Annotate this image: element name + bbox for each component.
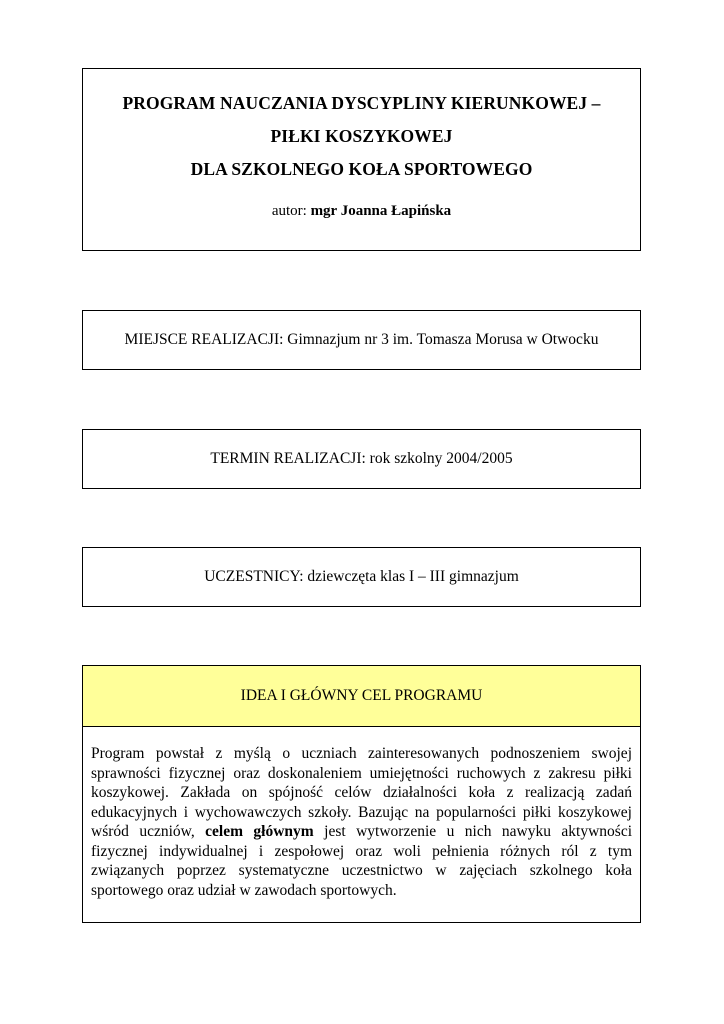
idea-header bbox=[83, 666, 640, 727]
idea-text-before: Program powstał z myślą o uczniach zainteresowanych podnoszeniem swojej sprawności fizycznej oraz doskonaleniem umiejętności ruchowych z zakresu piłki koszykowej. Zakłada on spójność celów działalności koła z realizacją zadań edukacyjnych i wychowawczych szkoły. Bazując na popularności piłki koszykowej wśród uczniów, bbox=[91, 745, 632, 840]
term-text: TERMIN REALIZACJI: rok szkolny 2004/2005 bbox=[210, 450, 513, 467]
idea-box bbox=[82, 665, 641, 923]
program-title bbox=[83, 69, 640, 186]
author-label: autor: bbox=[271, 203, 307, 219]
idea-header-text: IDEA I GŁÓWNY CEL PROGRAMU bbox=[240, 687, 483, 704]
author-line bbox=[83, 203, 640, 220]
term-box bbox=[82, 429, 641, 489]
participants-text: UCZESTNICY: dziewczęta klas I – III gimnazjum bbox=[204, 568, 519, 585]
participants-box bbox=[82, 547, 641, 607]
title-box bbox=[82, 68, 641, 251]
place-box bbox=[82, 310, 641, 370]
idea-text-bold: celem głównym bbox=[205, 823, 314, 840]
title-line-1: PROGRAM NAUCZANIA DYSCYPLINY KIERUNKOWEJ – bbox=[122, 93, 601, 113]
idea-text-after: jest wytworzenie u nich nawyku aktywności fizycznej indywidualnej i zespołowej oraz woli pełnienia różnych ról z tym związanych poprzez systematyczne uczestnictwo w zajęciach szkolnego koła sportowego oraz udział w zawodach sportowych. bbox=[91, 823, 633, 899]
title-line-2: PIŁKI KOSZYKOWEJ bbox=[270, 126, 453, 146]
author-name: mgr Joanna Łapińska bbox=[310, 203, 452, 219]
place-text: MIEJSCE REALIZACJI: Gimnazjum nr 3 im. Tomasza Morusa w Otwocku bbox=[124, 331, 599, 348]
title-line-3: DLA SZKOLNEGO KOŁA SPORTOWEGO bbox=[190, 159, 533, 179]
idea-paragraph bbox=[83, 727, 640, 900]
